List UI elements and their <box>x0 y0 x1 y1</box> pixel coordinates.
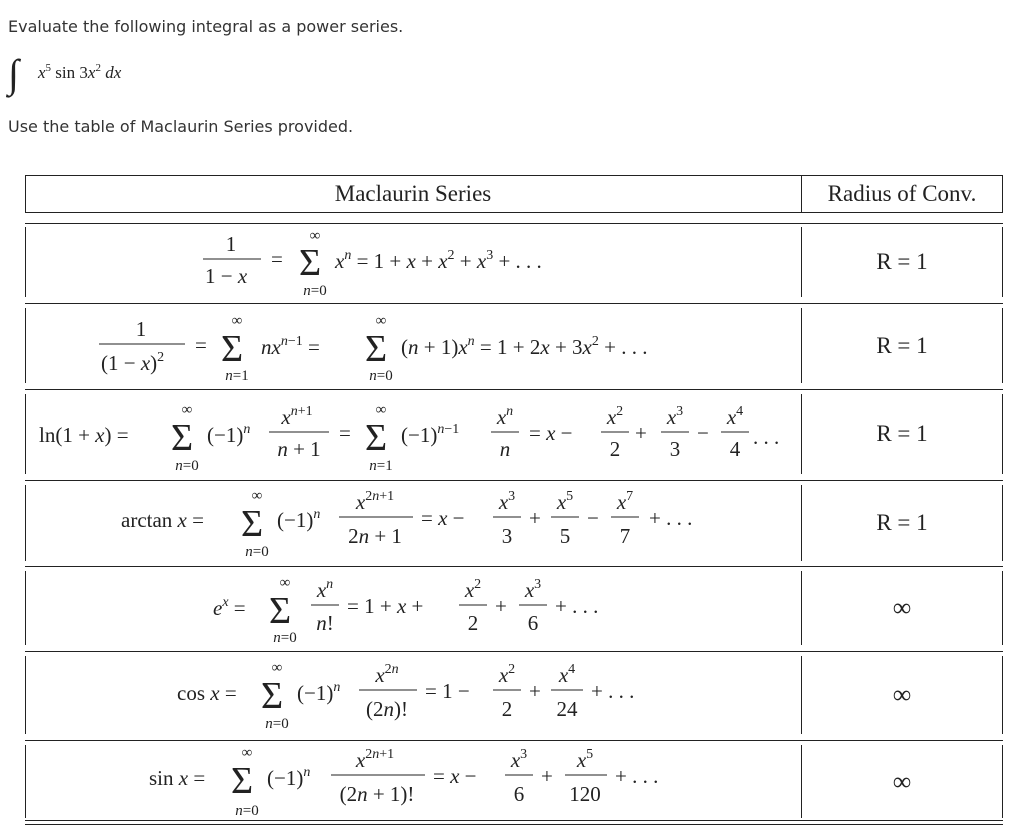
svg-text:Σ: Σ <box>171 417 194 459</box>
svg-text:=: = <box>271 247 283 271</box>
radius-cell: ∞ <box>892 680 912 709</box>
svg-text:Σ: Σ <box>299 242 322 284</box>
svg-text:n + 1: n + 1 <box>277 437 321 461</box>
svg-text:+: + <box>529 679 541 703</box>
svg-text:(−1)n: $(-1)^n$ <box>207 422 251 447</box>
svg-text:= x −: = x − <box>529 421 573 445</box>
svg-text:+ . . .: + . . . <box>649 506 693 530</box>
svg-text:n=1: n=1 <box>369 458 393 474</box>
table-rule <box>25 480 1003 481</box>
svg-text:∞: ∞ <box>181 402 193 418</box>
problem-prompt: Evaluate the following integral as a power series. <box>8 17 404 36</box>
svg-text:3: 3 <box>669 437 681 461</box>
svg-text:= x −: = x − <box>433 764 477 788</box>
svg-text:xn: $x^n$ <box>316 577 334 602</box>
svg-text:Σ: Σ <box>269 590 292 632</box>
svg-text:arctan x =: arctan x = <box>121 508 204 532</box>
series-ln <box>25 394 801 474</box>
svg-text:∞: ∞ <box>309 228 321 244</box>
svg-text:x2n: $x^2n$ <box>375 662 399 687</box>
svg-text:(−1)n: $(-1)^n$ <box>267 765 311 790</box>
svg-text:120: 120 <box>569 782 601 806</box>
table-rule <box>25 651 1003 652</box>
svg-text:−: − <box>697 421 709 445</box>
svg-text:=: = <box>339 421 351 445</box>
svg-text:1: 1 <box>135 317 147 341</box>
svg-text:n: n <box>499 437 511 461</box>
table-rule <box>1002 485 1003 561</box>
svg-text:sin x =: sin x = <box>149 766 206 790</box>
svg-text:(−1)n: $(-1)^n$ <box>297 680 341 705</box>
radius-cell: R = 1 <box>876 249 928 274</box>
series-geometric <box>25 227 801 297</box>
svg-text:−: − <box>587 506 599 530</box>
table-rule <box>25 212 1003 213</box>
svg-text:+: + <box>541 764 553 788</box>
svg-text:=: = <box>195 333 207 357</box>
table-rule <box>25 740 1003 741</box>
instruction-text: Use the table of Maclaurin Series provided. <box>8 117 354 136</box>
svg-text:(2n + 1)!: (2n + 1)! <box>339 782 415 806</box>
svg-text:x4: $x^4$ <box>726 404 744 429</box>
svg-text:x3: $x^3$ <box>510 747 528 772</box>
svg-text:x2: $x^2$ <box>498 662 516 687</box>
table-rule <box>1002 745 1003 818</box>
svg-text:n=0: n=0 <box>235 803 259 818</box>
svg-text:Σ: Σ <box>261 675 284 717</box>
svg-text:n!: n! <box>316 611 334 635</box>
svg-text:x5: $x^5$ <box>576 747 594 772</box>
table-rule <box>25 303 1003 304</box>
svg-text:∞: ∞ <box>241 745 253 761</box>
svg-text:(−1)n−1: $(-1)^n-1$ <box>401 422 460 447</box>
svg-text:n=0: n=0 <box>273 630 297 645</box>
svg-text:n=0: n=0 <box>175 458 199 474</box>
table-rule <box>1002 308 1003 383</box>
svg-text:∞: ∞ <box>231 313 243 329</box>
svg-text:. . .: . . . <box>753 425 780 449</box>
svg-text:x2n+1: $x^2n+1$ <box>355 747 395 772</box>
svg-text:Σ: Σ <box>221 328 244 370</box>
table-rule <box>25 824 1003 825</box>
svg-text:x3: $x^3$ <box>524 577 542 602</box>
svg-text:7: 7 <box>619 524 631 548</box>
svg-text:Σ: Σ <box>231 760 254 802</box>
svg-text:x5: $x^5$ <box>556 489 574 514</box>
svg-text:5: 5 <box>559 524 571 548</box>
svg-text:2: 2 <box>609 437 621 461</box>
svg-text:1 − x: 1 − x <box>205 264 248 288</box>
svg-text:+: + <box>529 506 541 530</box>
svg-text:x2n+1: $x^2n+1$ <box>355 489 395 514</box>
svg-text:2: 2 <box>467 611 479 635</box>
series-arctan <box>25 485 801 561</box>
svg-text:n=0: n=0 <box>245 544 269 560</box>
svg-text:1: 1 <box>225 232 237 256</box>
series-geometric-squared <box>25 308 801 383</box>
table-rule <box>1002 227 1003 297</box>
svg-text:n=0: n=0 <box>303 283 327 297</box>
radius-cell: ∞ <box>892 593 912 622</box>
svg-text:2: 2 <box>501 697 513 721</box>
svg-text:cos x =: cos x = <box>177 681 237 705</box>
header-series: Maclaurin Series <box>334 180 492 206</box>
table-rule <box>25 223 1003 224</box>
svg-text:+ . . .: + . . . <box>591 679 635 703</box>
integral-sign: ∫ <box>8 51 19 96</box>
svg-text:+ . . .: + . . . <box>615 764 659 788</box>
svg-text:(−1)n: $(-1)^n$ <box>277 507 321 532</box>
radius-cell: R = 1 <box>876 421 928 446</box>
svg-text:∞: ∞ <box>375 313 387 329</box>
svg-text:n=1: n=1 <box>225 368 249 383</box>
svg-text:x3: $x^3$ <box>498 489 516 514</box>
table-rule <box>25 820 1003 821</box>
integrand: $x^5$ $\sin 3x^2$ dx <box>38 62 122 82</box>
svg-text:∞: ∞ <box>251 488 263 504</box>
svg-text:n=0: n=0 <box>369 368 393 383</box>
svg-text:x7: $x^7$ <box>616 489 634 514</box>
radius-cell: ∞ <box>892 766 912 796</box>
radius-cell: R = 1 <box>876 332 928 358</box>
table-rule <box>25 389 1003 390</box>
svg-text:(2n)!: (2n)! <box>366 697 408 721</box>
table-rule <box>1002 394 1003 474</box>
svg-text:nxn−1 =: $nx^n-1$ = <box>261 334 320 359</box>
series-exp <box>25 571 801 645</box>
series-sin <box>25 745 801 818</box>
svg-text:= 1 + x +: = 1 + x + <box>347 594 424 618</box>
svg-text:∞: ∞ <box>279 575 291 591</box>
table-rule <box>1002 571 1003 645</box>
svg-text:ln(1 + x) =: ln(1 + x) = <box>39 423 129 447</box>
svg-text:x2: $x^2$ <box>464 577 482 602</box>
svg-text:6: 6 <box>513 782 525 806</box>
series-cos <box>25 656 801 734</box>
table-rule <box>25 566 1003 567</box>
svg-text:Σ: Σ <box>365 328 388 370</box>
svg-text:xn = 1 + x + x2 + x3 + . . .: $x^n = 1 + x + x^2 + x^3$ + . . . <box>335 248 542 273</box>
svg-text:= 1 −: = 1 − <box>425 679 470 703</box>
svg-text:(1 − x)2: $(1 - x)^2$ <box>101 350 165 375</box>
svg-text:4: 4 <box>729 437 741 461</box>
header-radius: Radius of Conv. <box>827 180 977 206</box>
svg-text:x2: $x^2$ <box>606 404 624 429</box>
svg-text:xn+1: $x^n+1$ <box>281 404 313 429</box>
svg-text:+ . . .: + . . . <box>555 594 599 618</box>
svg-text:3: 3 <box>501 524 513 548</box>
radius-cell: R = 1 <box>876 510 928 535</box>
maclaurin-series-table <box>25 175 1003 825</box>
svg-text:n=0: n=0 <box>265 716 289 732</box>
svg-text:Σ: Σ <box>365 417 388 459</box>
svg-text:2n + 1: 2n + 1 <box>348 524 402 548</box>
svg-text:∞: ∞ <box>375 402 387 418</box>
svg-text:x3: $x^3$ <box>666 404 684 429</box>
svg-text:Σ: Σ <box>241 503 264 545</box>
svg-text:+: + <box>635 421 647 445</box>
table-rule <box>1002 175 1003 212</box>
svg-text:6: 6 <box>527 611 539 635</box>
svg-text:(n + 1)xn = 1 + 2x + 3x2 + . .: $(n + 1)x^n = 1 + 2x + 3x^2$ + . . . <box>401 334 648 359</box>
table-rule <box>1002 656 1003 734</box>
svg-text:ex =: $e^x$ = <box>213 595 246 620</box>
svg-text:+: + <box>495 594 507 618</box>
svg-text:x4: $x^4$ <box>558 662 576 687</box>
svg-text:xn: $x^n$ <box>496 404 514 429</box>
svg-text:= x −: = x − <box>421 506 465 530</box>
svg-text:∞: ∞ <box>271 660 283 676</box>
svg-text:24: 24 <box>556 697 578 721</box>
